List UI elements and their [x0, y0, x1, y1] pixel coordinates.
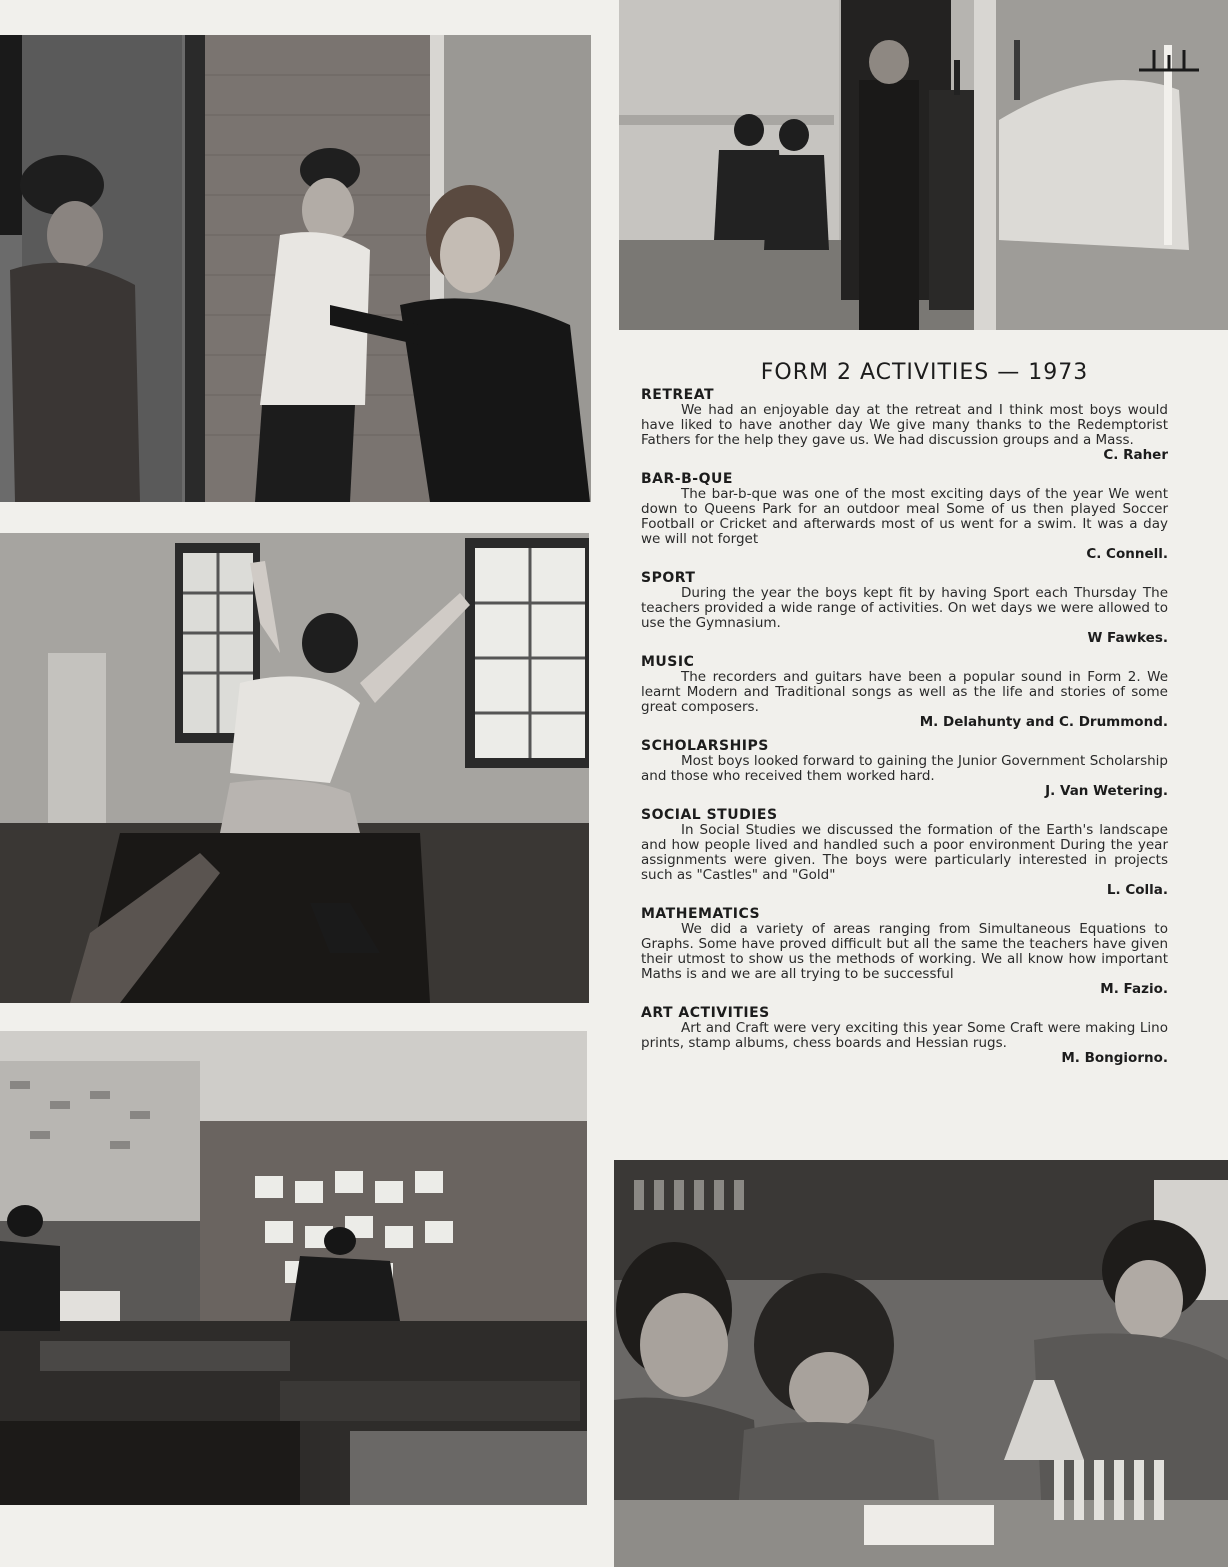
section-heading: RETREAT: [641, 387, 715, 403]
section-author: W Fawkes.: [1087, 630, 1168, 646]
section-heading: MATHEMATICS: [641, 906, 761, 922]
section-sport: [641, 570, 1168, 646]
section-author: M. Fazio.: [1100, 981, 1168, 997]
section-body: During the year the boys kept fit by having Sport each Thursday The teachers provided a wide range of activities. On wet days we were allowed to use the Gymnasium.: [641, 585, 1168, 631]
section-author: J. Van Wetering.: [1045, 783, 1168, 799]
section-body: We had an enjoyable day at the retreat and I think most boys would have liked to have another day We give many thanks to the Redemptorist Fathers for the help they gave us. We had discussion groups and a Mass.: [641, 402, 1168, 448]
section-body: We did a variety of areas ranging from Simultaneous Equations to Graphs. Some have proved difficult but all the same the teachers have given their utmost to show us the methods of working. We all know how important Maths is and we are all trying to be successful: [641, 921, 1168, 982]
section-author: L. Colla.: [1106, 882, 1168, 898]
section-heading: ART ACTIVITIES: [641, 1005, 770, 1021]
section-body: In Social Studies we discussed the formation of the Earth's landscape and how people lived and handled such a poor environment During the year assignments were given. The boys were particularly interested in projects such as "Castles" and "Gold": [641, 822, 1168, 883]
section-mathematics: [641, 906, 1168, 997]
section-retreat: [641, 387, 1168, 463]
section-author: C. Raher: [1103, 447, 1168, 463]
page-title: FORM 2 ACTIVITIES — 1973: [760, 360, 1089, 385]
section-body: Art and Craft were very exciting this year Some Craft were making Lino prints, stamp albums, chess boards and Hessian rugs.: [641, 1020, 1168, 1051]
section-body: The recorders and guitars have been a popular sound in Form 2. We learnt Modern and Traditional songs as well as the life and stories of some great composers.: [641, 669, 1168, 715]
section-bar-b-que: [641, 471, 1168, 562]
section-heading: SCHOLARSHIPS: [641, 738, 769, 754]
section-author: M. Bongiorno.: [1061, 1050, 1168, 1066]
section-heading: SPORT: [641, 570, 696, 586]
section-heading: MUSIC: [641, 654, 695, 670]
photo-boys-brick-wall: [0, 35, 591, 502]
section-author: M. Delahunty and C. Drummond.: [919, 714, 1168, 730]
section-body: Most boys looked forward to gaining the Junior Government Scholarship and those who received them worked hard.: [641, 753, 1168, 784]
photo-science-lab: [614, 1160, 1228, 1567]
section-body: The bar-b-que was one of the most exciting days of the year We went down to Queens Park for an outdoor meal Some of us then played Soccer Football or Cricket and afterwards most of us went for a swim. It was a day we will not forget: [641, 486, 1168, 547]
section-heading: BAR-B-QUE: [641, 471, 733, 487]
section-heading: SOCIAL STUDIES: [641, 807, 778, 823]
section-music: [641, 654, 1168, 730]
activities-article: [641, 360, 1168, 1155]
section-social-studies: [641, 807, 1168, 898]
section-author: C. Connell.: [1086, 546, 1168, 562]
photo-gym-vault: [0, 533, 589, 1003]
section-scholarships: [641, 738, 1168, 799]
photo-assembly-altar: [619, 0, 1228, 330]
section-art-activities: [641, 1005, 1168, 1066]
photo-classroom: [0, 1031, 587, 1505]
